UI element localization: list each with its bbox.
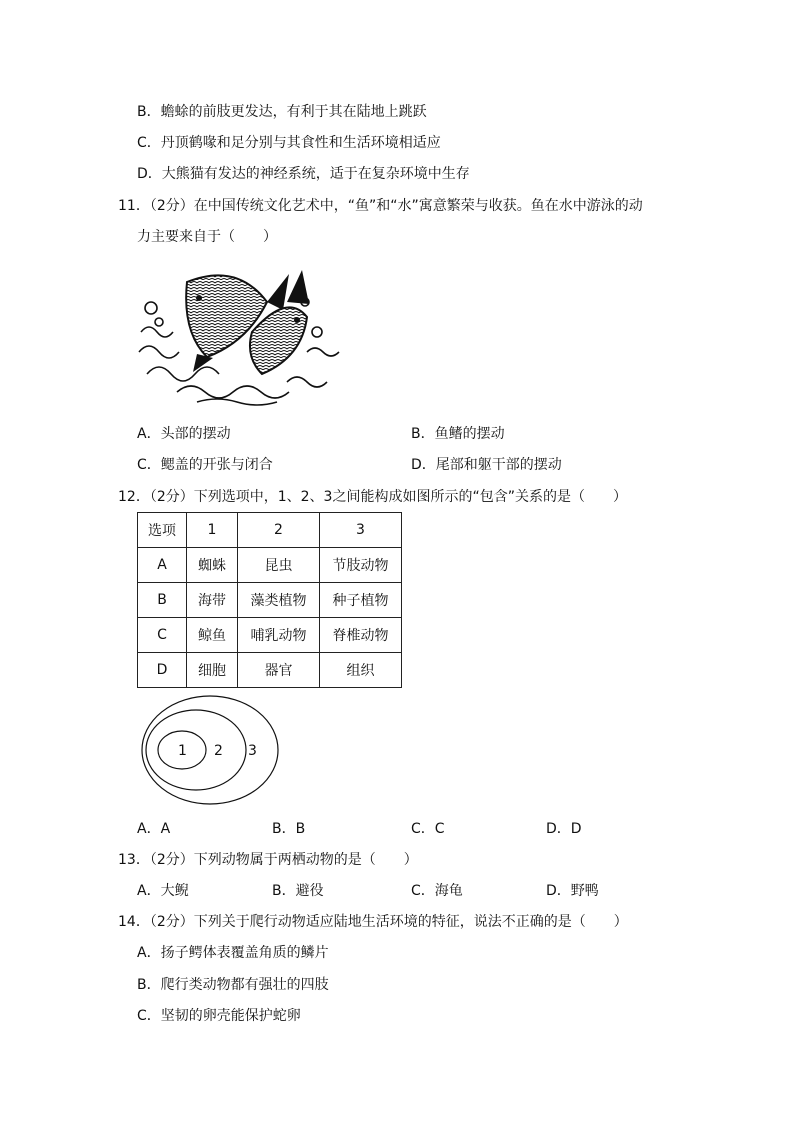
q12-table <box>137 512 402 688</box>
table-cell: 组织 <box>320 653 402 688</box>
q13-option-d: D．野鸭 <box>546 883 599 899</box>
table-row <box>138 548 402 583</box>
q14-option-b: B．爬行类动物都有强壮的四肢 <box>137 977 329 993</box>
q12-stem: 12．（2分）下列选项中，1、2、3之间能构成如图所示的“包含”关系的是（ ） <box>118 489 627 505</box>
diagram-label-2: 2 <box>214 743 223 759</box>
ellipse-2 <box>146 710 246 790</box>
table-cell: 节肢动物 <box>320 548 402 583</box>
table-cell: 器官 <box>238 653 320 688</box>
table-cell: 蜘蛛 <box>187 548 238 583</box>
q11-option-b: B．鱼鳍的摆动 <box>411 426 505 442</box>
table-header-cell: 选项 <box>138 513 187 548</box>
q10-option-d: D．大熊猫有发达的神经系统，适于在复杂环境中生存 <box>137 166 470 182</box>
table-cell: 脊椎动物 <box>320 618 402 653</box>
table-cell: D <box>138 653 187 688</box>
table-cell: 昆虫 <box>238 548 320 583</box>
table-cell: B <box>138 583 187 618</box>
table-cell: 种子植物 <box>320 583 402 618</box>
q10-option-b: B．蟾蜍的前肢更发达，有利于其在陆地上跳跃 <box>137 104 427 120</box>
ellipse-3 <box>142 696 278 804</box>
q14-stem: 14．（2分）下列关于爬行动物适应陆地生活环境的特征，说法不正确的是（ ） <box>118 914 628 930</box>
table-cell: 藻类植物 <box>238 583 320 618</box>
table-cell: 海带 <box>187 583 238 618</box>
q10-option-c: C．丹顶鹤喙和足分别与其食性和生活环境相适应 <box>137 135 441 151</box>
table-cell: C <box>138 618 187 653</box>
table-header-row <box>138 513 402 548</box>
table-row <box>138 653 402 688</box>
q12-option-b: B．B <box>272 821 306 837</box>
q13-option-c: C．海龟 <box>411 883 463 899</box>
q11-stem-line1: 11．（2分）在中国传统文化艺术中，“鱼”和“水”寓意繁荣与收获。鱼在水中游泳的动 <box>118 198 643 214</box>
diagram-label-3: 3 <box>248 743 257 759</box>
q11-stem-line2: 力主要来自于（ ） <box>137 229 277 245</box>
q11-option-a: A．头部的摆动 <box>137 426 231 442</box>
table-cell: 鲸鱼 <box>187 618 238 653</box>
q12-option-d: D．D <box>546 821 582 837</box>
table-row <box>138 618 402 653</box>
nested-ellipses-diagram <box>140 694 282 806</box>
table-cell: 哺乳动物 <box>238 618 320 653</box>
table-cell: 细胞 <box>187 653 238 688</box>
table-header-cell: 1 <box>187 513 238 548</box>
diagram-label-1: 1 <box>178 743 187 759</box>
koi-fish-illustration <box>137 262 345 410</box>
q13-option-b: B．避役 <box>272 883 324 899</box>
q11-option-c: C．鳃盖的开张与闭合 <box>137 457 273 473</box>
fish-right <box>250 270 309 374</box>
table-row <box>138 583 402 618</box>
q14-option-a: A．扬子鳄体表覆盖角质的鳞片 <box>137 945 329 961</box>
table-header-cell: 2 <box>238 513 320 548</box>
table-header-cell: 3 <box>320 513 402 548</box>
q13-option-a: A．大鲵 <box>137 883 189 899</box>
q11-option-d: D．尾部和躯干部的摆动 <box>411 457 562 473</box>
q13-stem: 13．（2分）下列动物属于两栖动物的是（ ） <box>118 852 418 868</box>
q12-option-a: A．A <box>137 821 171 837</box>
q14-option-c: C．坚韧的卵壳能保护蛇卵 <box>137 1008 301 1024</box>
q12-option-c: C．C <box>411 821 445 837</box>
table-cell: A <box>138 548 187 583</box>
